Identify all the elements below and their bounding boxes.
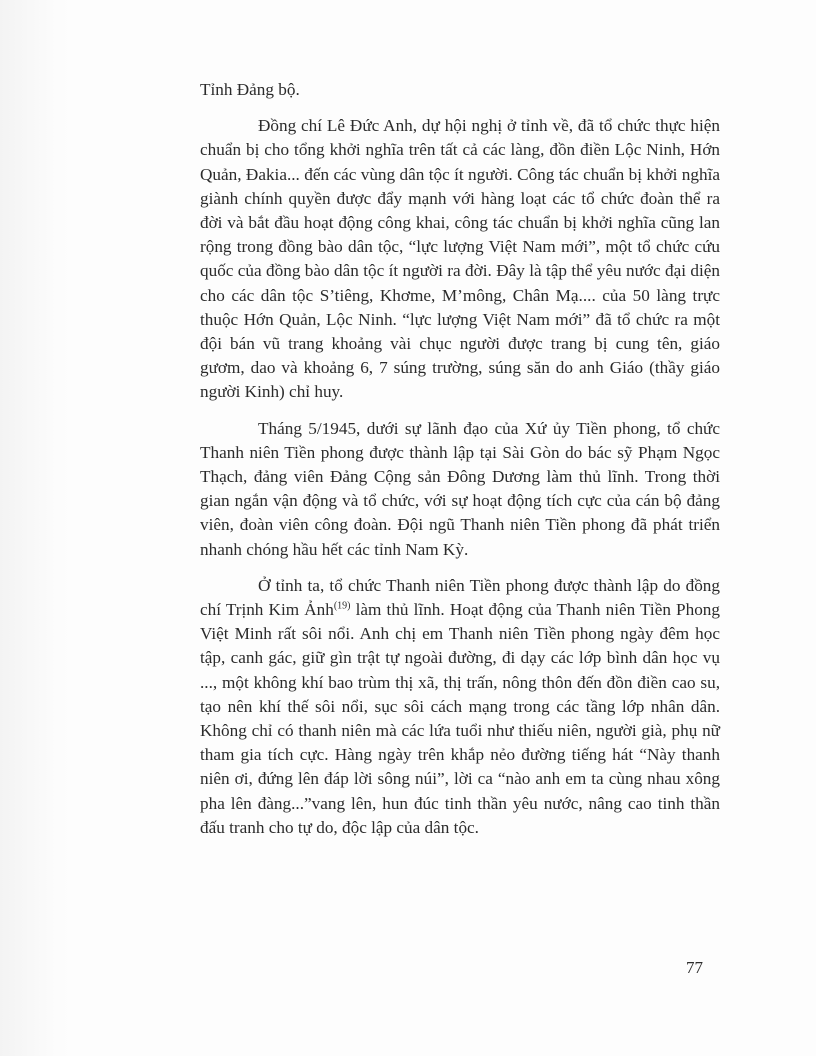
paragraph-thanh-nien-tien-phong: Tháng 5/1945, dưới sự lãnh đạo của Xứ ủy Tiền phong, tổ chức Thanh niên Tiền phong được thành lập tại Sài Gòn do bác sỹ Phạm Ngọc Thạch, đảng viên Đảng Cộng sản Đông Dương làm thủ lĩnh. Trong thời gian ngắn vận động và tổ chức, với sự hoạt động tích cực của cán bộ đảng viên, đoàn viên công đoàn. Đội ngũ Thanh niên Tiền phong đã phát triển nhanh chóng hầu hết các tỉnh Nam Kỳ. [200,418,720,559]
footnote-marker: (19) [333,600,351,612]
opening-line: Tỉnh Đảng bộ. [200,80,300,99]
paragraph-le-duc-anh: Đồng chí Lê Đức Anh, dự hội nghị ở tỉnh về, đã tổ chức thực hiện chuẩn bị cho tổng khởi nghĩa trên tất cả các làng, đồn điền Lộc Ninh, Hớn Quản, Đakia... đến các vùng dân tộc ít người. Công tác chuẩn bị khởi nghĩa giành chính quyền được đẩy mạnh với hàng loạt các tổ chức đoàn thể ra đời và bắt đầu hoạt động công khai, công tác chuẩn bị khởi nghĩa cũng lan rộng trong đồng bào dân tộc, “lực lượng Việt Nam mới”, một tổ chức cứu quốc của đồng bào dân tộc ít người ra đời. Đây là tập thể yêu nước đại diện cho các dân tộc S’tiêng, Khơme, M’mông, Chân Mạ.... của 50 làng trực thuộc Hớn Quản, Lộc Ninh. “lực lượng Việt Nam mới” đã tổ chức ra một đội bán vũ trang khoảng vài chục người được trang bị cung tên, giáo gươm, dao và khoảng 6, 7 súng trường, súng săn do anh Giáo (thầy giáo người Kinh) chỉ huy. [200,116,720,402]
paragraph-text-after-note: làm thủ lĩnh. Hoạt động của Thanh niên Tiền Phong Việt Minh rất sôi nổi. Anh chị em Thanh niên Tiền phong ngày đêm học tập, canh gác, giữ gìn trật tự ngoài đường, đi dạy các lớp bình dân học vụ ..., một không khí bao trùm thị xã, thị trấn, nông thôn đến đồn điền cao su, tạo nên khí thế sôi nổi, sục sôi cách mạng trong các tầng lớp nhân dân. Không chỉ có thanh niên mà các lứa tuổi như thiếu niên, người già, phụ nữ tham gia tích cực. Hàng ngày trên khắp nẻo đường tiếng hát “Này thanh niên ơi, đứng lên đáp lời sông núi”, lời ca “nào anh em ta cùng nhau xông pha lên đàng...”vang lên, hun đúc tinh thần yêu nước, nâng cao tinh thần đấu tranh cho tự do, độc lập của dân tộc. [200,600,720,837]
body-text [200,78,720,852]
paragraph-o-tinh-ta [200,574,720,840]
paragraph-text-before-note: Ở tỉnh ta, tổ chức Thanh niên Tiền phong được thành lập do đồng chí Trịnh Kim Ảnh [200,575,720,620]
page-number: 77 [686,958,703,977]
page-gutter-shadow [0,0,70,1056]
